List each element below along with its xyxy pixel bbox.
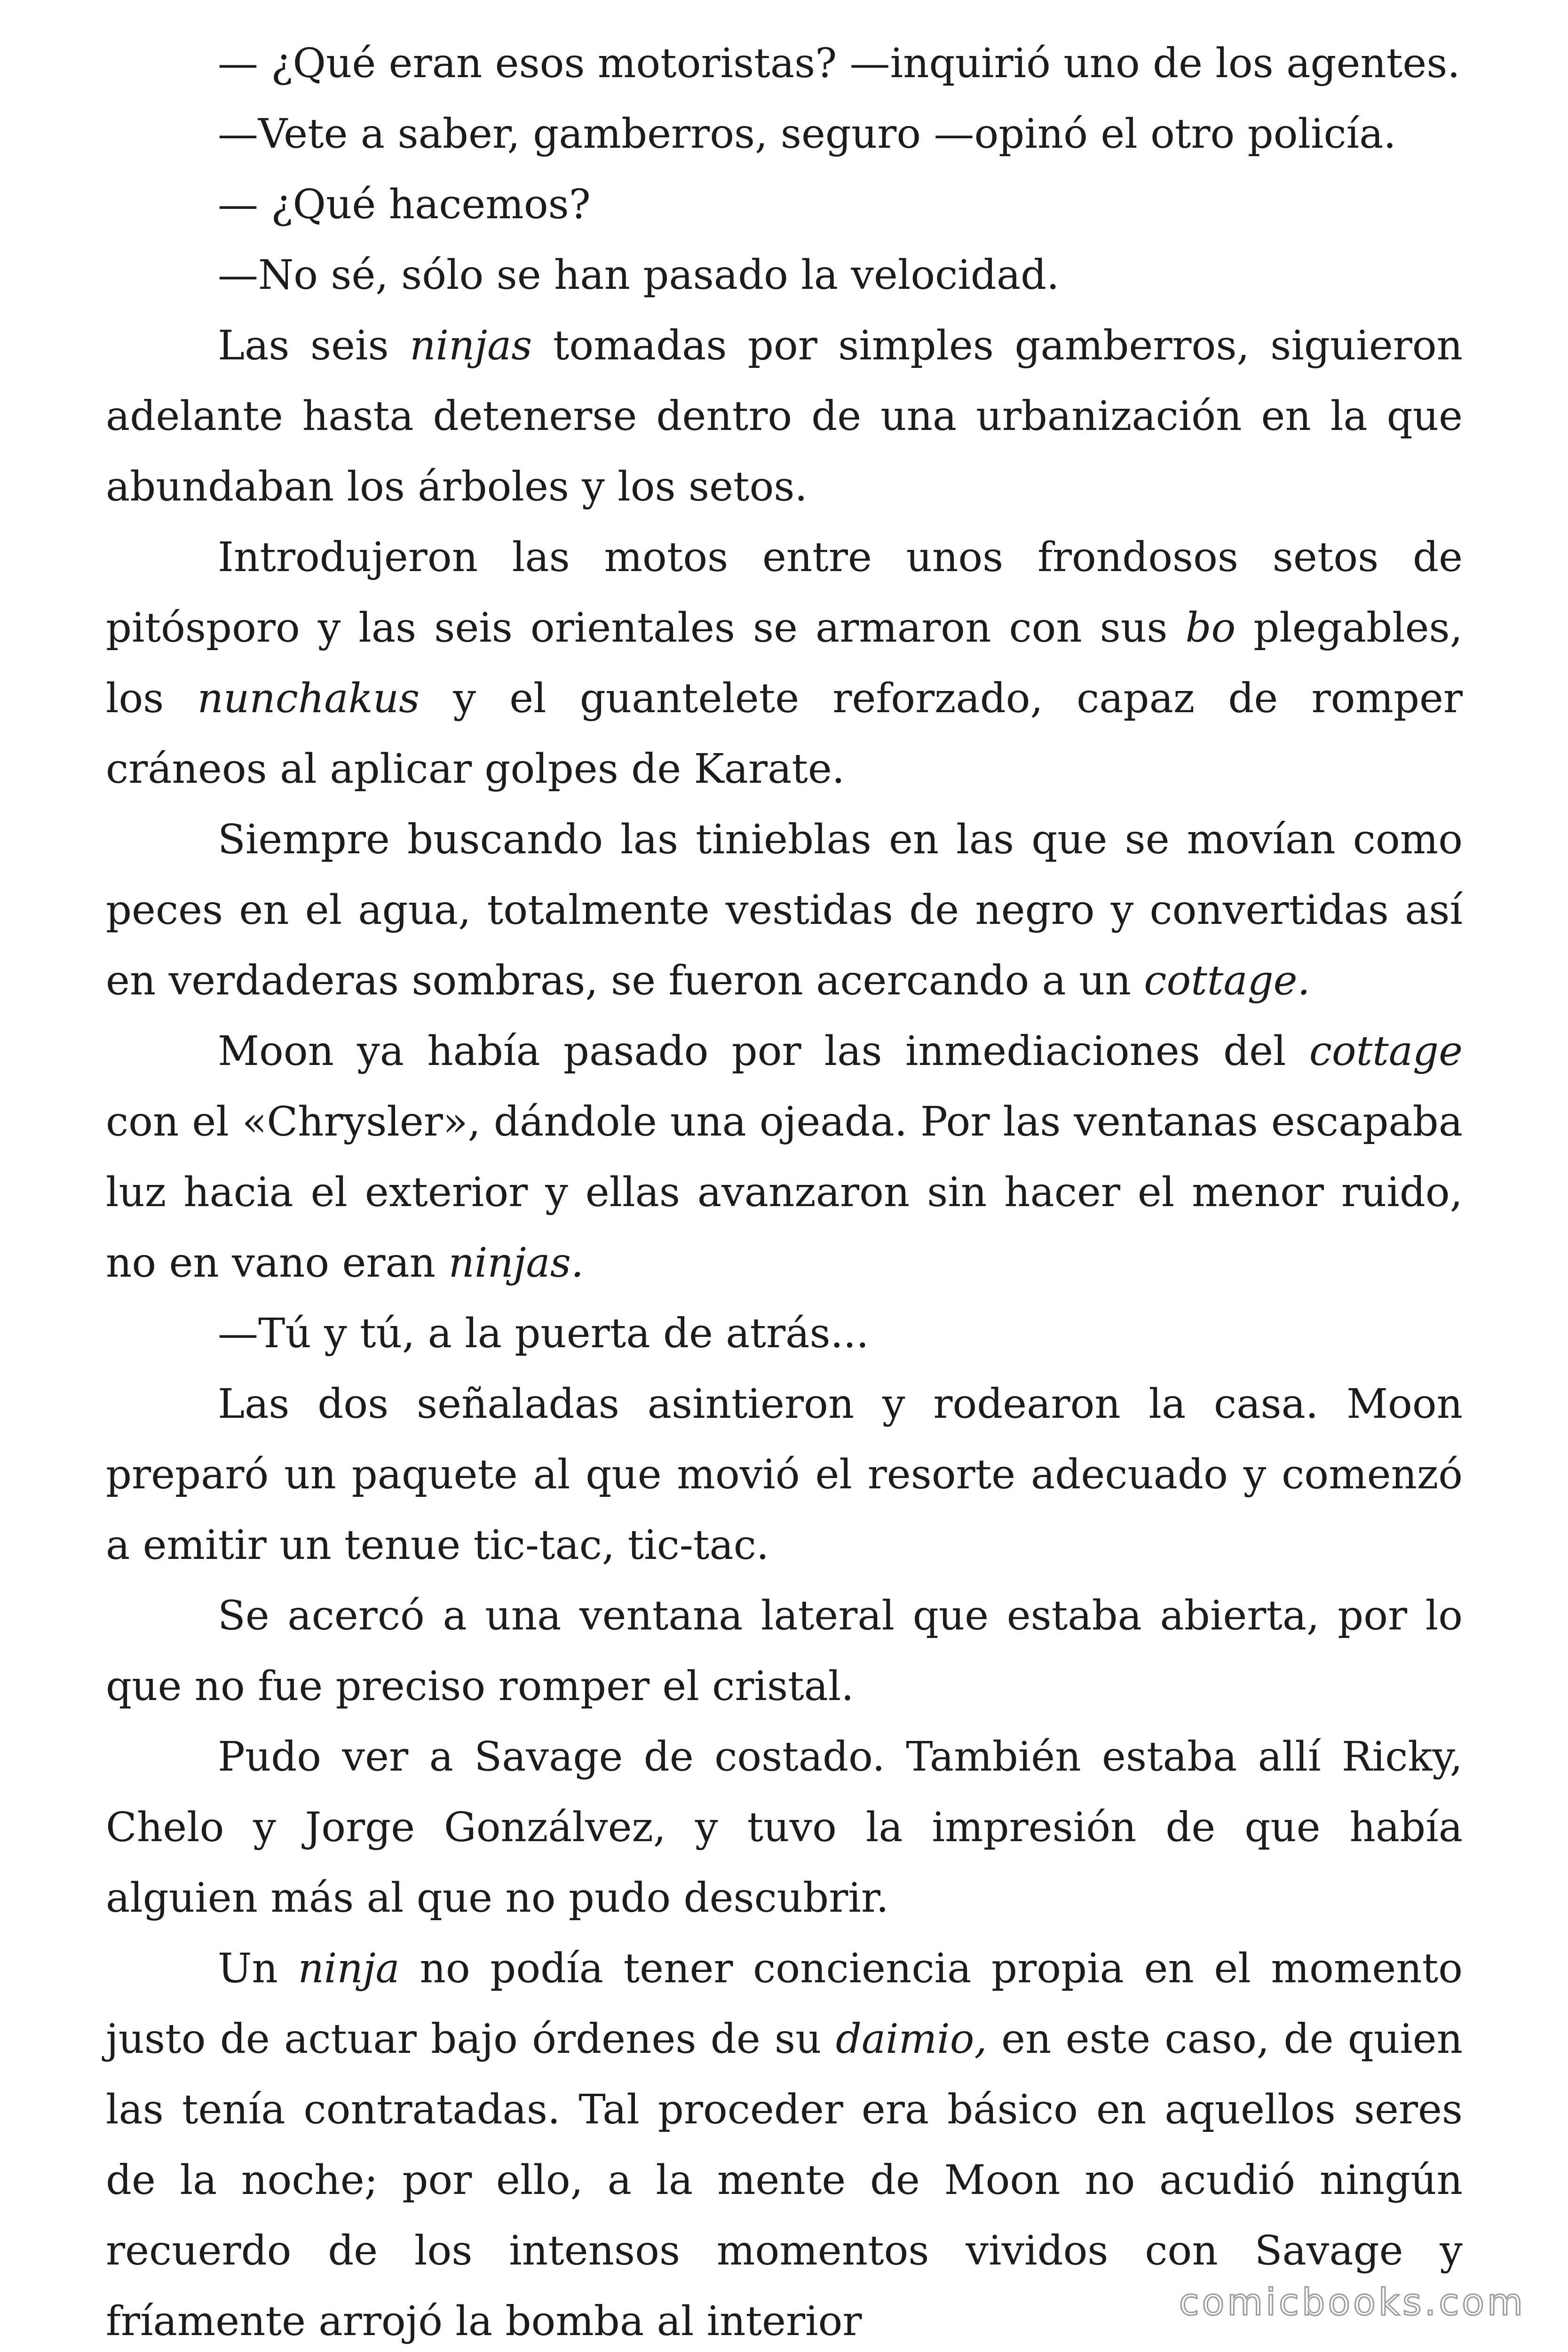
italic-term: ninjas. bbox=[448, 1240, 584, 1287]
paragraph bbox=[106, 804, 1463, 1016]
text-run: tomadas por simples gamberros, siguieron adelante hasta detenerse dentro de una urbanización en la que abundaban los árboles y los setos. bbox=[106, 322, 1463, 510]
text-run: Las seis bbox=[218, 322, 410, 369]
italic-term: daimio, bbox=[835, 2016, 987, 2063]
italic-term: cottage bbox=[1309, 1028, 1463, 1075]
paragraph bbox=[106, 240, 1463, 310]
text-run: en este caso, de quien las tenía contratadas. Tal proceder era básico en aquellos seres de la noche; por ello, a la mente de Moon no acudió ningún recuerdo de los intensos momentos vividos con Savage y fríamente arrojó la bomba al interior bbox=[106, 2016, 1463, 2345]
text-run: con el «Chrysler», dándole una ojeada. Por las ventanas escapaba luz hacia el exterior y ellas avanzaron sin hacer el menor ruido, no en vano eran bbox=[106, 1098, 1463, 1287]
text-run: y el guantelete reforzado, capaz de romper cráneos al aplicar golpes de Karate. bbox=[106, 675, 1463, 793]
italic-term: ninjas bbox=[410, 322, 532, 369]
book-page bbox=[106, 28, 1463, 2352]
text-run: Moon ya había pasado por las inmediaciones del bbox=[218, 1028, 1309, 1075]
paragraph bbox=[106, 522, 1463, 804]
text-run: Pudo ver a Savage de costado. También estaba allí Ricky, Chelo y Jorge Gonzálvez, y tuvo la impresión de que había alguien más al que no pudo descubrir. bbox=[106, 1733, 1463, 1922]
paragraph bbox=[106, 1016, 1463, 1298]
text-run: —No sé, sólo se han pasado la velocidad. bbox=[218, 252, 1060, 299]
paragraph bbox=[106, 1722, 1463, 1933]
text-run: Se acercó a una ventana lateral que estaba abierta, por lo que no fue preciso romper el cristal. bbox=[106, 1592, 1463, 1710]
text-run: Un bbox=[218, 1945, 298, 1992]
paragraph bbox=[106, 1581, 1463, 1722]
italic-term: nunchakus bbox=[197, 675, 420, 722]
italic-term: bo bbox=[1185, 604, 1236, 652]
paragraph bbox=[106, 310, 1463, 522]
text-run: —Vete a saber, gamberros, seguro —opinó el otro policía. bbox=[218, 111, 1396, 158]
text-run: —Tú y tú, a la puerta de atrás... bbox=[218, 1310, 869, 1357]
paragraph bbox=[106, 1369, 1463, 1581]
text-run: Introdujeron las motos entre unos frondosos setos de pitósporo y las seis orientales se armaron con sus bbox=[106, 534, 1463, 652]
text-run: no podía tener conciencia propia en el momento justo de actuar bajo órdenes de su bbox=[106, 1945, 1463, 2063]
italic-term: ninja bbox=[298, 1945, 400, 1992]
text-run: Las dos señaladas asintieron y rodearon la casa. Moon preparó un paquete al que movió el resorte adecuado y comenzó a emitir un tenue tic-tac, tic-tac. bbox=[106, 1381, 1463, 1569]
italic-term: cottage. bbox=[1144, 957, 1310, 1004]
text-run: Siempre buscando las tinieblas en las que se movían como peces en el agua, totalmente vestidas de negro y convertidas así en verdaderas sombras, se fueron acercando a un bbox=[106, 816, 1463, 1004]
text-run: — ¿Qué eran esos motoristas? —inquirió uno de los agentes. bbox=[218, 40, 1460, 87]
paragraph bbox=[106, 1298, 1463, 1369]
text-run: plegables, los bbox=[106, 604, 1463, 722]
text-run: — ¿Qué hacemos? bbox=[218, 181, 591, 228]
watermark: comicbooks.com bbox=[1179, 2281, 1526, 2324]
paragraph bbox=[106, 99, 1463, 169]
paragraph bbox=[106, 28, 1463, 99]
paragraph bbox=[106, 169, 1463, 240]
